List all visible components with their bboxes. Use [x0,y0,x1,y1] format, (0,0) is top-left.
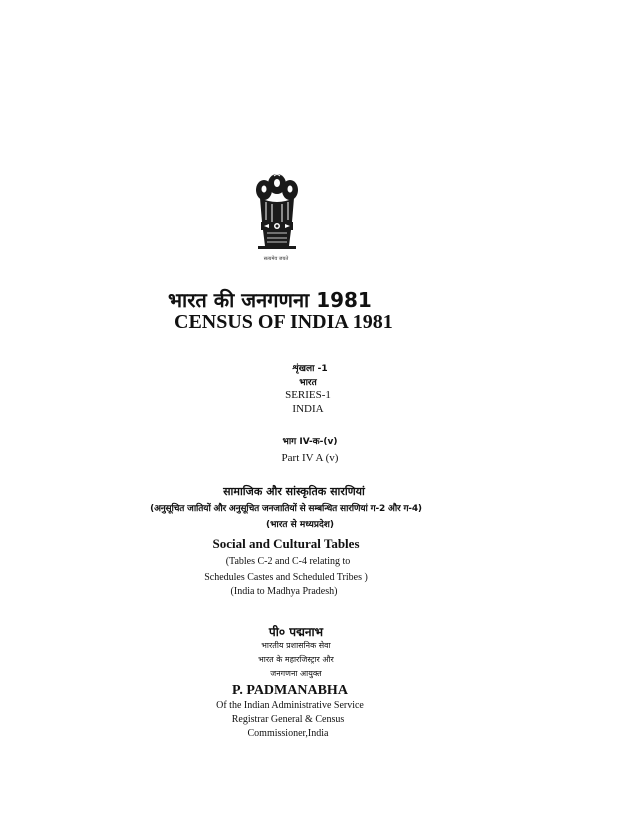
tables-english-line2: Schedules Castes and Scheduled Tribes ) [204,572,368,583]
author-hindi-line2: भारत के महारजिस्ट्रार और [258,655,334,664]
title-english: CENSUS OF INDIA 1981 [174,311,393,333]
state-emblem-icon [252,170,302,260]
series-hindi-label: शृंखला -1 [292,364,328,374]
author-english-line2: Registrar General & Census [231,714,345,725]
part-english: Part IV A (v) [281,452,339,464]
tables-english-line3: (India to Madhya Pradesh) [230,586,338,597]
part-hindi: भाग IV-क-(v) [282,437,338,447]
author-english-name: P. PADMANABHA [232,683,348,698]
title-hindi: भारत की जनगणना 1981 [168,288,372,312]
tables-english-heading: Social and Cultural Tables [212,536,360,551]
author-english-line3: Commissioner,India [247,728,329,739]
series-english-country: INDIA [292,403,324,415]
tables-hindi-range: (भारत से मध्यप्रदेश) [265,520,335,530]
emblem-motto: सत्यमेव जयते [263,256,289,262]
tables-hindi-heading: सामाजिक और सांस्कृतिक सारणियां [223,485,365,498]
series-hindi-country: भारत [299,378,317,388]
tables-english-line1: (Tables C-2 and C-4 relating to [225,556,351,567]
author-hindi-line1: भारतीय प्रशासनिक सेवा [261,641,331,650]
tables-hindi-subheading: (अनुसूचित जातियों और अनुसूचित जनजातियों से सम्बन्धित सारणियां ग-2 और ग-4) [150,504,422,514]
series-english-label: SERIES-1 [285,389,331,401]
author-english-line1: Of the Indian Administrative Service [216,700,364,711]
author-hindi-name: पी० पद्मनाभ [268,625,324,639]
author-hindi-line3: जनगणना आयुक्त [270,669,322,678]
